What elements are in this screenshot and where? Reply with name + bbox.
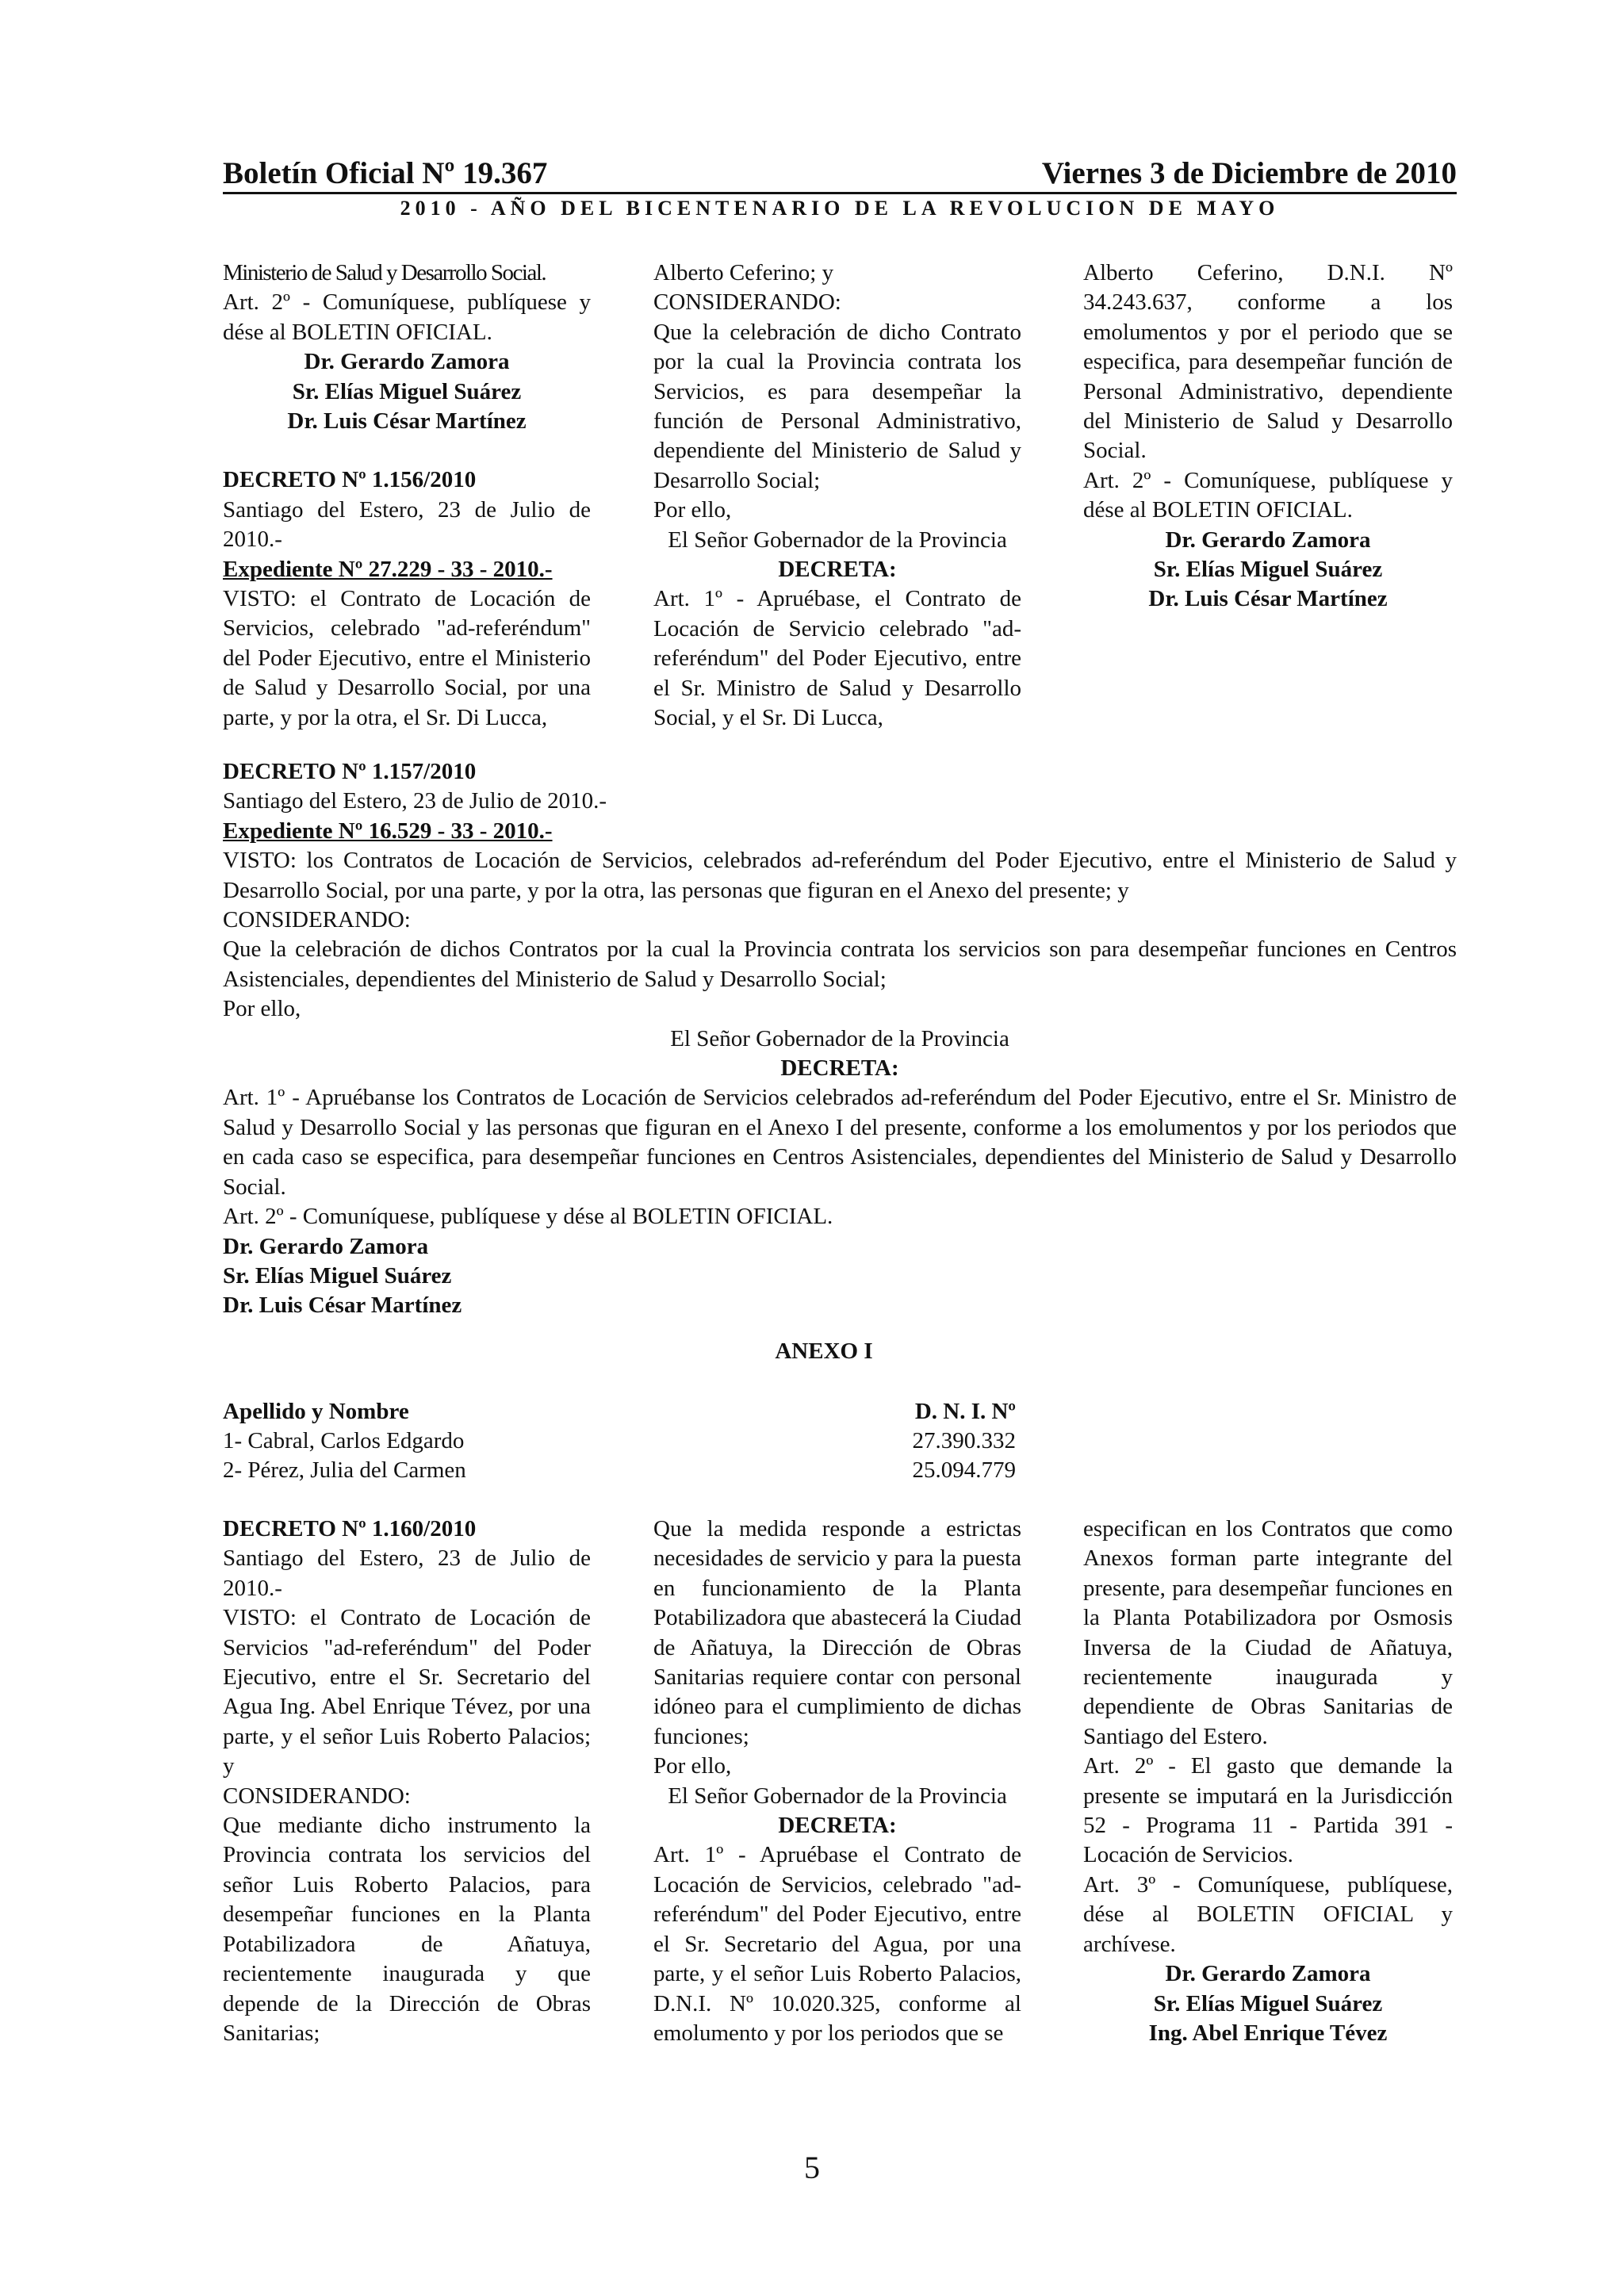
- cell-name: 2- Pérez, Julia del Carmen: [223, 1457, 466, 1483]
- decreta: DECRETA:: [780, 1055, 899, 1082]
- column-header-dni: D. N. I. Nº: [914, 1399, 1016, 1424]
- visto-paragraph: VISTO: el Contrato de Locación de Servicios, celebrado "ad-referéndum" del Poder Ejecutivo, entre el Ministerio de Salud y Desarrollo Social, por una parte, y por la otra, el Sr. Di Lucca,: [223, 586, 591, 730]
- considerando-paragraph: Que la medida responde a estrictas necesidades de servicio y para la puesta en funcionamiento de la Planta Potabilizadora que abastecerá la Ciudad de Añatuya, la Dirección de Obras Sanitarias requiere contar con personal idóneo para el cumplimiento de dichas funciones;: [653, 1516, 1021, 1749]
- gobernador: El Señor Gobernador de la Provincia: [668, 1783, 1007, 1809]
- gobernador: El Señor Gobernador de la Provincia: [670, 1025, 1009, 1051]
- cell-dni: 25.094.779: [912, 1457, 1016, 1483]
- por-ello: Por ello,: [653, 497, 732, 523]
- table-header: [223, 1397, 1016, 1427]
- article-1: Art. 1º - Apruébase el Contrato de Locación de Servicios, celebrado "ad-referéndum" del Poder Ejecutivo, entre el Sr. Secretario del Agua, por una parte, y el señor Luis Roberto Palacios, D.N.I. Nº 10.020.325, conforme al emolumento y por los periodos que se: [653, 1842, 1021, 2046]
- signature: Dr. Gerardo Zamora: [304, 349, 510, 375]
- article-3: Art. 3º - Comuníquese, publíquese, dése al BOLETIN OFICIAL y archívese.: [1083, 1871, 1453, 1957]
- considerando-paragraph: Que la celebración de dicho Contrato por la cual la Provincia contrata los Servicios, es para desempeñar la función de Personal Administrativo, dependiente del Ministerio de Salud y Desarrollo Social;: [653, 319, 1021, 493]
- anexo-table: [223, 1397, 1016, 1485]
- signature: Sr. Elías Miguel Suárez: [1153, 1990, 1383, 2016]
- bottom-column-2: [653, 1515, 1021, 2048]
- cell-dni: 27.390.332: [912, 1428, 1016, 1453]
- article-2: Art. 2º - Comuníquese, publíquese y dése al BOLETIN OFICIAL.: [1083, 467, 1453, 523]
- article-2: Art. 2º - Comuníquese, publíquese y dése al BOLETIN OFICIAL.: [223, 289, 591, 345]
- signature: Dr. Gerardo Zamora: [1165, 1961, 1371, 1987]
- article-1: Art. 1º - Apruébanse los Contratos de Locación de Servicios celebrados ad-referéndum del Poder Ejecutivo, entre el Sr. Ministro de Salud y Desarrollo Social y las personas que figuran en el Anexo I del presente, conforme a los emolumentos y por los periodos que en cada caso se especifica, para desempeñar funciones en Centros Asistenciales, dependientes del Ministerio de Salud y Desarrollo Social.: [223, 1085, 1457, 1200]
- signature: Sr. Elías Miguel Suárez: [223, 1262, 452, 1289]
- decree-date: Santiago del Estero, 23 de Julio de 2010.-: [223, 788, 607, 814]
- decree-title: DECRETO Nº 1.160/2010: [223, 1516, 477, 1541]
- header-rule: [223, 192, 1457, 194]
- signature: Dr. Gerardo Zamora: [1165, 527, 1371, 553]
- bulletin-number: Boletín Oficial Nº 19.367: [223, 156, 548, 190]
- por-ello: Por ello,: [223, 996, 301, 1022]
- expediente: Expediente Nº 27.229 - 33 - 2010.-: [223, 556, 553, 582]
- considerando: CONSIDERANDO:: [653, 289, 841, 316]
- signature: Dr. Luis César Martínez: [223, 1293, 462, 1319]
- header-subtitle: 2010 - AÑO DEL BICENTENARIO DE LA REVOLUCION DE MAYO: [400, 197, 1280, 220]
- signature: Dr. Gerardo Zamora: [223, 1233, 429, 1259]
- signature: Ing. Abel Enrique Tévez: [1148, 2020, 1388, 2046]
- decree-date: Santiago del Estero, 23 de Julio de 2010.-: [223, 496, 591, 553]
- bottom-column-3: [1083, 1515, 1453, 2048]
- signature: Sr. Elías Miguel Suárez: [292, 378, 522, 404]
- decreta: DECRETA:: [778, 1813, 897, 1839]
- signature: Dr. Luis César Martínez: [1148, 586, 1388, 612]
- article-2: Art. 2º - El gasto que demande la presente se imputará en la Jurisdicción 52 - Programa 11 - Partida 391 - Locación de Servicios.: [1083, 1753, 1453, 1868]
- decree-title: DECRETO Nº 1.157/2010: [223, 759, 477, 784]
- signature: Sr. Elías Miguel Suárez: [1153, 557, 1383, 583]
- article-1: Art. 1º - Apruébase, el Contrato de Locación de Servicio celebrado "ad-referéndum" del Poder Ejecutivo, entre el Sr. Ministro de Salud y Desarrollo Social, y el Sr. Di Lucca,: [653, 586, 1021, 731]
- considerando: CONSIDERANDO:: [223, 907, 411, 933]
- page-number: 5: [804, 2150, 820, 2185]
- text-line: Ministerio de Salud y Desarrollo Social.: [223, 260, 546, 285]
- visto-paragraph: VISTO: el Contrato de Locación de Servicios "ad-referéndum" del Poder Ejecutivo, entre el Sr. Secretario del Agua Ing. Abel Enrique Tévez, por una parte, y el señor Luis Roberto Palacios; y: [223, 1605, 591, 1779]
- table-row: [223, 1427, 1016, 1456]
- top-column-2: [653, 259, 1021, 733]
- decree-date: Santiago del Estero, 23 de Julio de 2010.-: [223, 1545, 591, 1601]
- decree-title: DECRETO Nº 1.156/2010: [223, 467, 477, 493]
- bottom-column-1: [223, 1515, 591, 2048]
- considerando-paragraph: Que la celebración de dichos Contratos por la cual la Provincia contrata los servicios son para desempeñar funciones en Centros Asistenciales, dependientes del Ministerio de Salud y Desarrollo Social;: [223, 936, 1457, 992]
- top-column-3: [1083, 259, 1453, 615]
- anexo-title: ANEXO I: [775, 1338, 873, 1364]
- gobernador: El Señor Gobernador de la Provincia: [668, 527, 1007, 553]
- cell-name: 1- Cabral, Carlos Edgardo: [223, 1428, 465, 1453]
- top-column-1: [223, 259, 591, 733]
- considerando: CONSIDERANDO:: [223, 1783, 411, 1809]
- expediente: Expediente Nº 16.529 - 33 - 2010.-: [223, 818, 553, 844]
- considerando-paragraph: Que mediante dicho instrumento la Provincia contrata los servicios del señor Luis Roberto Palacios, para desempeñar funciones en la Planta Potabilizadora de Añatuya, recientemente inaugurada y que depende de la Dirección de Obras Sanitarias;: [223, 1813, 591, 2046]
- visto-paragraph: VISTO: los Contratos de Locación de Servicios, celebrados ad-referéndum del Poder Ejecutivo, entre el Ministerio de Salud y Desarrollo Social, por una parte, y por la otra, las personas que figuran en el Anexo del presente; y: [223, 848, 1457, 903]
- article-1-continuation: especifican en los Contratos que como Anexos forman parte integrante del presente, para desempeñar funciones en la Planta Potabilizadora por Osmosis Inversa de la Ciudad de Añatuya, recientemente inaugurada y dependiente de Obras Sanitarias de Santiago del Estero.: [1083, 1516, 1453, 1749]
- table-row: [223, 1456, 1016, 1485]
- signature: Dr. Luis César Martínez: [287, 408, 527, 435]
- article-1-continuation: Alberto Ceferino, D.N.I. Nº 34.243.637, conforme a los emolumentos y por el periodo que se especifica, para desempeñar función de Personal Administrativo, dependiente del Ministerio de Salud y Desarrollo Social.: [1083, 260, 1453, 464]
- article-2: Art. 2º - Comuníquese, publíquese y dése al BOLETIN OFICIAL.: [223, 1204, 833, 1230]
- decreta: DECRETA:: [778, 557, 897, 583]
- por-ello: Por ello,: [653, 1753, 732, 1779]
- decree-1157: [223, 757, 1457, 1321]
- text-line: Alberto Ceferino; y: [653, 260, 834, 285]
- column-header-name: Apellido y Nombre: [223, 1399, 409, 1424]
- bulletin-date: Viernes 3 de Diciembre de 2010: [1041, 156, 1457, 190]
